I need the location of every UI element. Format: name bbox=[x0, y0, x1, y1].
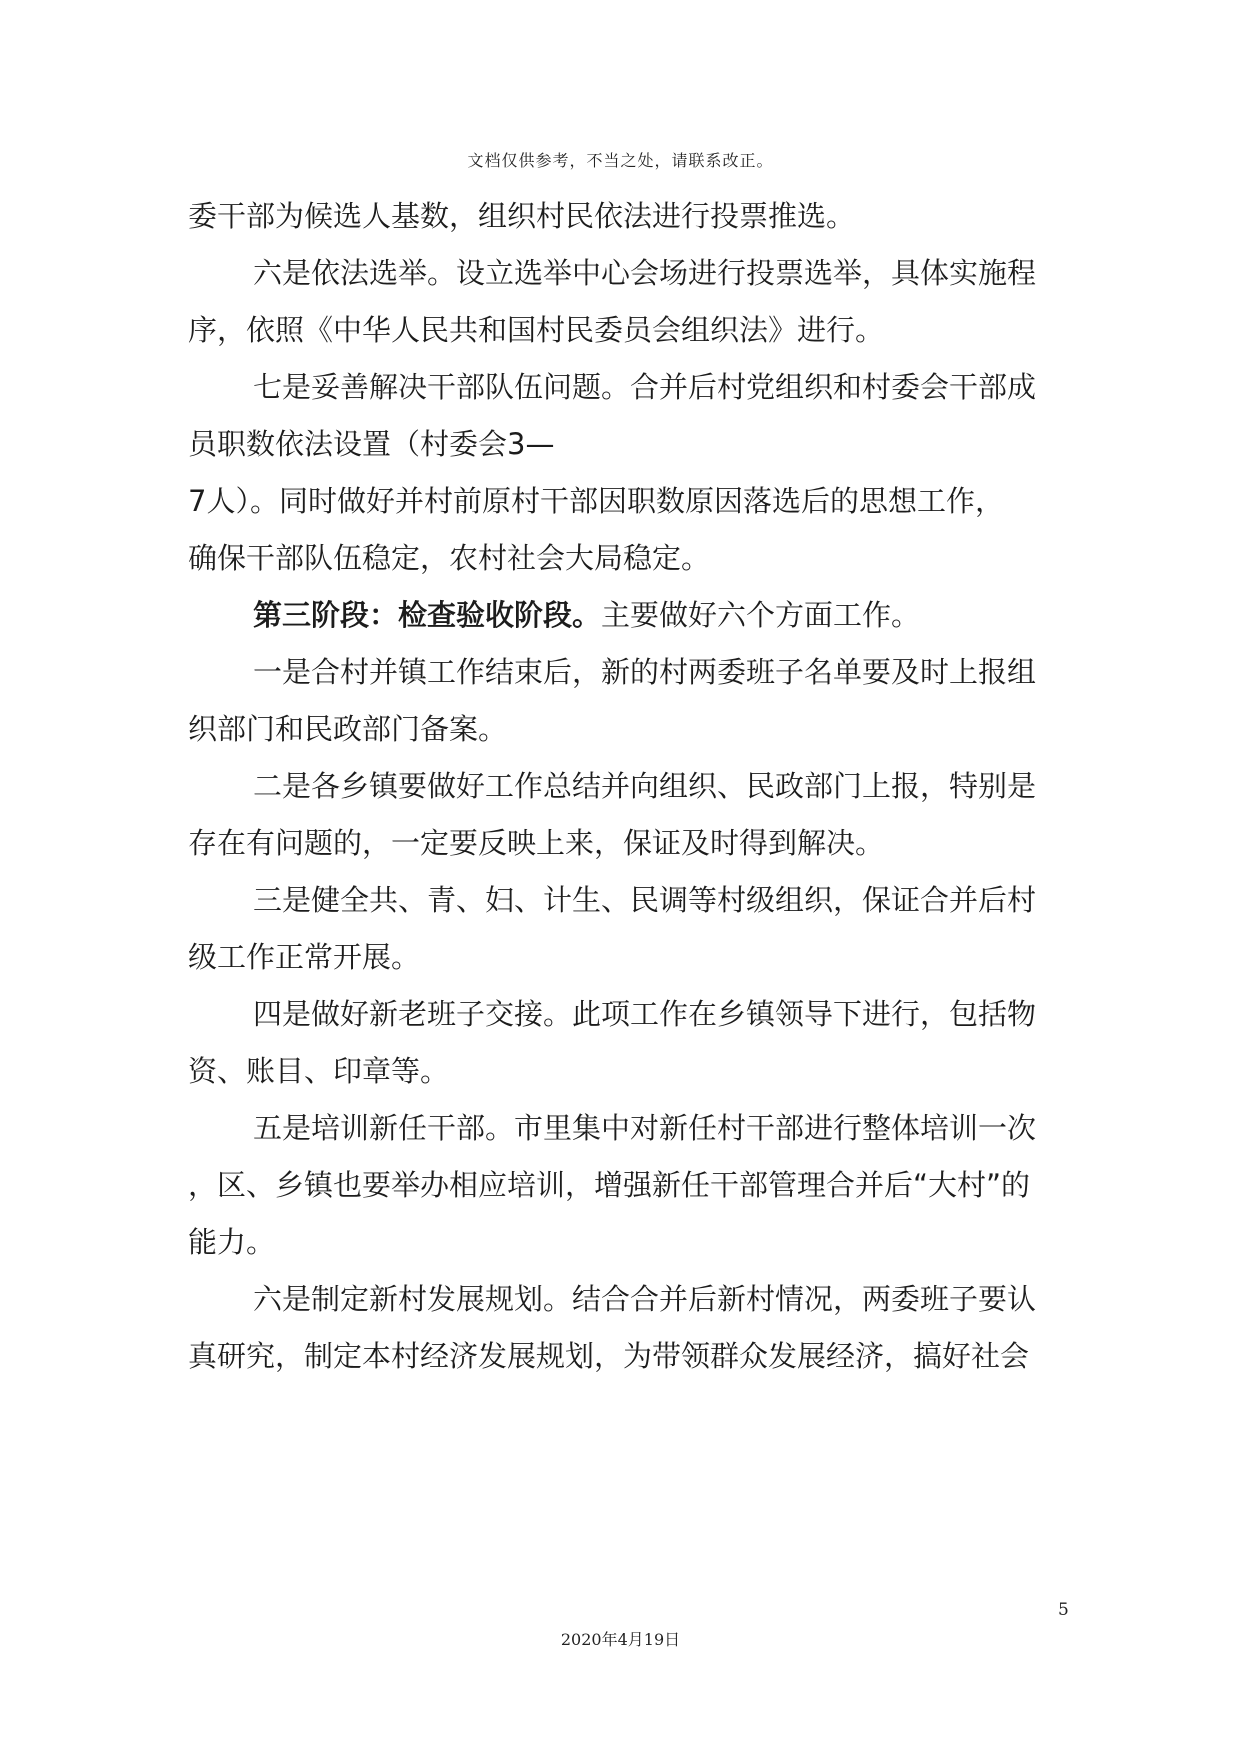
body-line: 真研究，制定本村经济发展规划，为带领群众发展经济，搞好社会 bbox=[188, 1339, 1030, 1373]
body-line: 一是合村并镇工作结束后，新的村两委班子名单要及时上报组 bbox=[253, 655, 1037, 689]
stage3-paragraph bbox=[253, 595, 1068, 635]
body-line: 资、账目、印章等。 bbox=[188, 1054, 450, 1088]
body-line: 三是健全共、青、妇、计生、民调等村级组织，保证合并后村 bbox=[253, 883, 1037, 917]
body-line: 六是制定新村发展规划。结合合并后新村情况，两委班子要认 bbox=[253, 1282, 1037, 1316]
footer-date: 2020年4月19日 bbox=[560, 1630, 681, 1649]
header-note: 文档仅供参考，不当之处，请联系改正。 bbox=[467, 151, 774, 170]
stage3-heading: 第三阶段：检查验收阶段。 bbox=[253, 598, 602, 632]
stage3-text: 主要做好六个方面工作。 bbox=[601, 598, 921, 632]
body-line: 织部门和民政部门备案。 bbox=[188, 712, 508, 746]
body-line: 序，依照《中华人民共和国村民委员会组织法》进行。 bbox=[188, 313, 885, 347]
body-line: 六是依法选举。设立选举中心会场进行投票选举，具体实施程 bbox=[253, 256, 1037, 290]
body-line: 能力。 bbox=[188, 1225, 276, 1259]
body-line: 委干部为候选人基数，组织村民依法进行投票推选。 bbox=[188, 199, 856, 233]
body-line: 确保干部队伍稳定，农村社会大局稳定。 bbox=[188, 541, 711, 575]
body-line: 员职数依法设置（村委会3— bbox=[188, 427, 555, 461]
body-line: 7人）。同时做好并村前原村干部因职数原因落选后的思想工作， bbox=[188, 484, 1004, 518]
page-number: 5 bbox=[1058, 1600, 1069, 1620]
body-line: 五是培训新任干部。市里集中对新任村干部进行整体培训一次 bbox=[253, 1111, 1037, 1145]
body-line: ，区、乡镇也要举办相应培训，增强新任干部管理合并后“大村”的 bbox=[188, 1168, 1031, 1202]
body-line: 存在有问题的，一定要反映上来，保证及时得到解决。 bbox=[188, 826, 885, 860]
body-line: 七是妥善解决干部队伍问题。合并后村党组织和村委会干部成 bbox=[253, 370, 1037, 404]
body-line: 四是做好新老班子交接。此项工作在乡镇领导下进行，包括物 bbox=[253, 997, 1037, 1031]
body-line: 二是各乡镇要做好工作总结并向组织、民政部门上报，特别是 bbox=[253, 769, 1037, 803]
body-line: 级工作正常开展。 bbox=[188, 940, 421, 974]
